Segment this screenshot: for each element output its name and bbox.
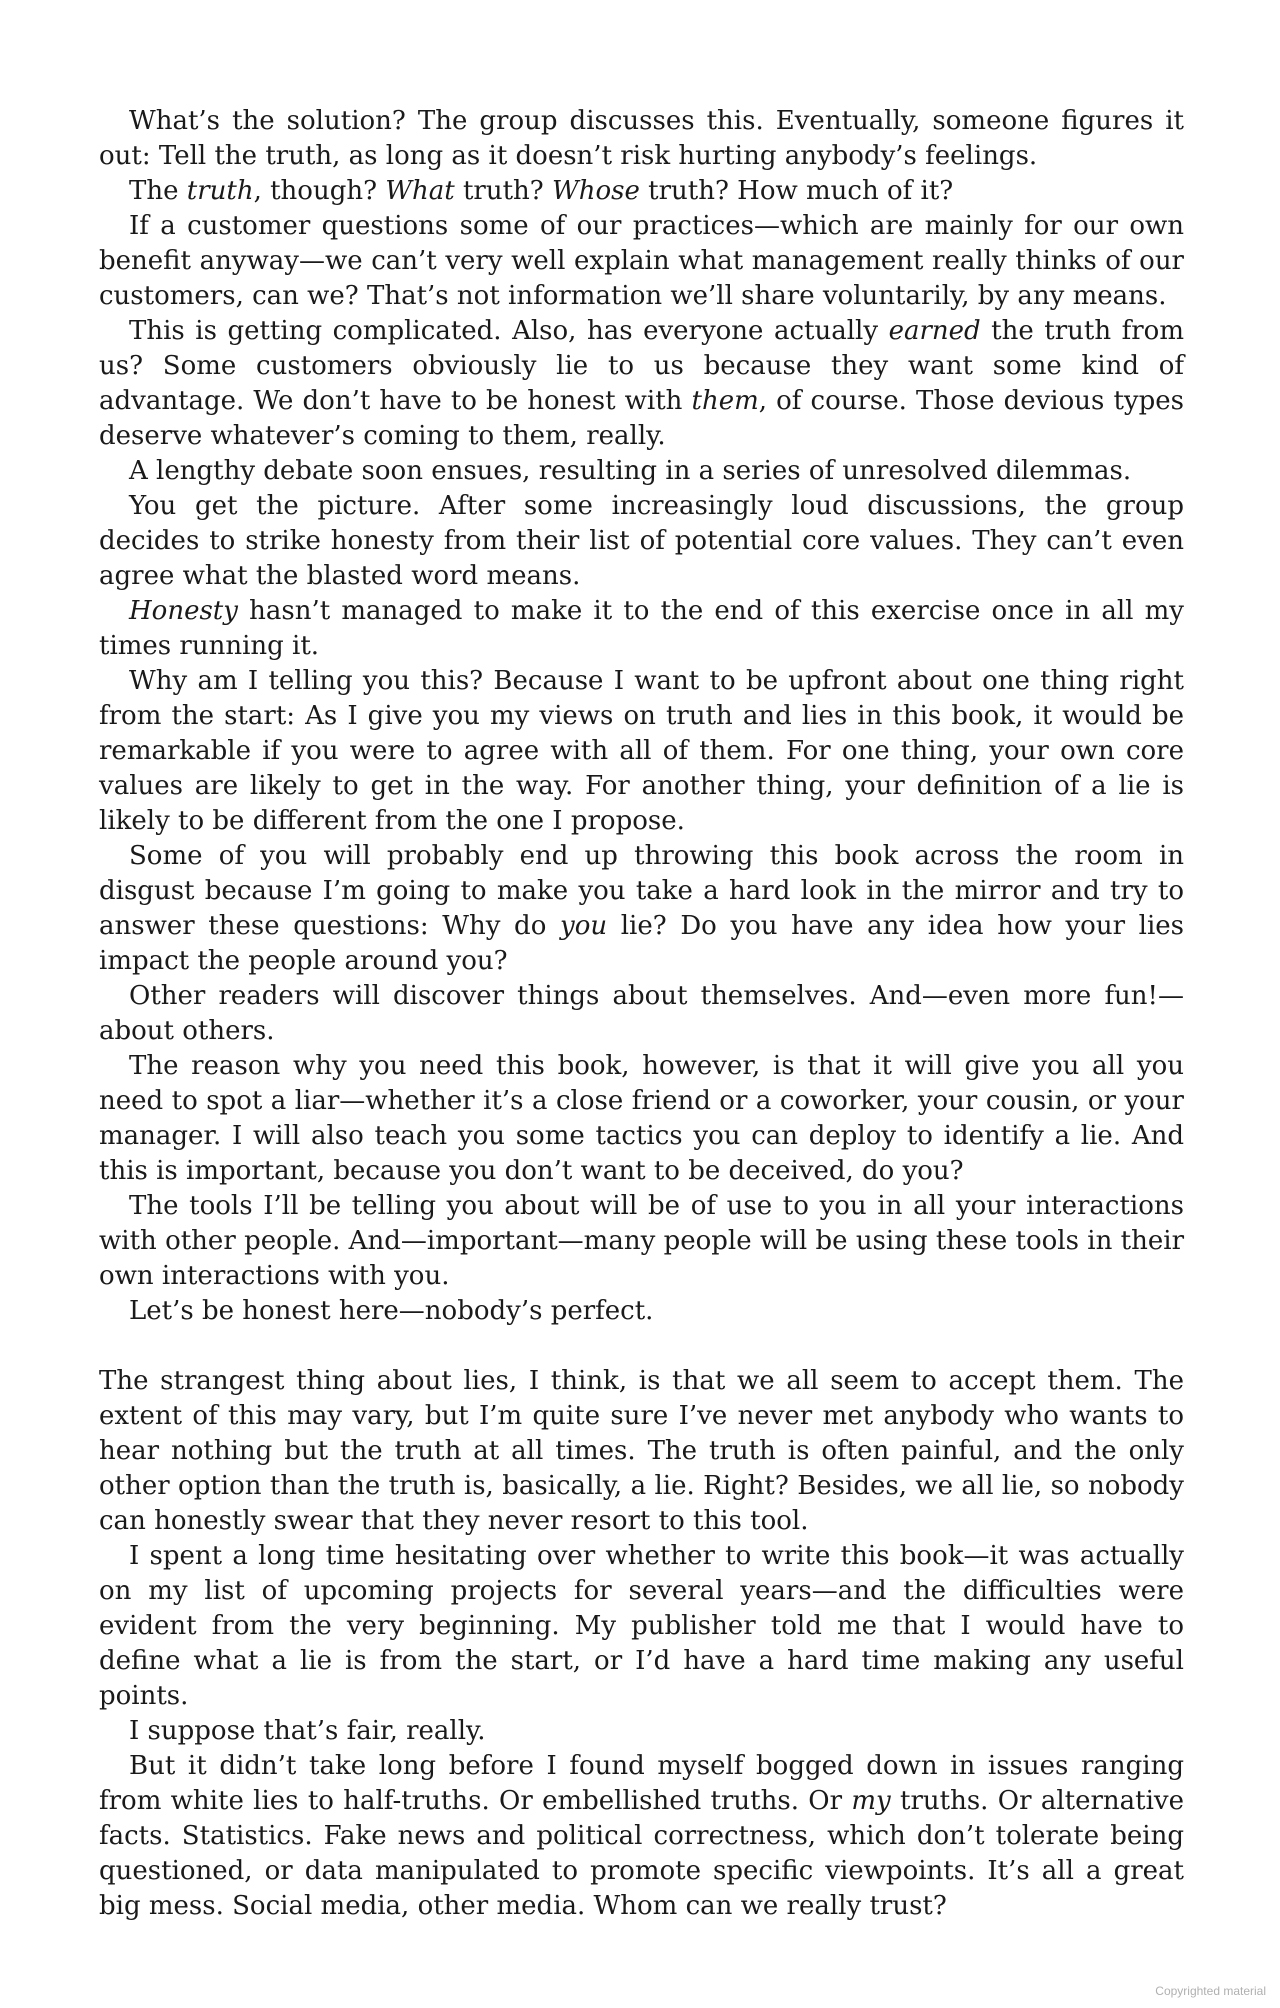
paragraph	[99, 209, 1184, 314]
text-run: truth? How much of it?	[639, 176, 954, 206]
text-run: The tools I’ll be telling you about will be of use to you in all your interactions with other people. And—important—many people will be using these tools in their own interactions with you.	[99, 1191, 1184, 1291]
text-run: You get the picture. After some increasingly loud discussions, the group decides to strike honesty from their list of potential core values. They can’t even agree what the blasted word means.	[99, 491, 1184, 591]
text-run: A lengthy debate soon ensues, resulting in a series of unresolved dilemmas.	[129, 456, 1132, 486]
italic-text: What	[385, 176, 455, 206]
paragraph	[99, 1714, 1184, 1749]
text-run: hasn’t managed to make it to the end of this exercise once in all my times running it.	[99, 596, 1184, 661]
text-run: The strangest thing about lies, I think, is that we all seem to accept them. The extent of this may vary, but I’m quite sure I’ve never met anybody who wants to hear nothing but the truth at all times. The truth is often painful, and the only other option than the truth is, basically, a lie. Right? Besides, we all lie, so nobody can honestly swear that they never resort to this tool.	[99, 1366, 1184, 1536]
text-run: But it didn’t take long before I found myself bogged down in issues ranging from white lies to half-truths. Or embellished truths. Or	[99, 1751, 1184, 1816]
section-break	[99, 1329, 1184, 1364]
paragraph	[99, 489, 1184, 594]
text-run: What’s the solution? The group discusses this. Eventually, someone figures it out: Tell the truth, as long as it doesn’t risk hurting anybody’s feelings.	[99, 106, 1184, 171]
italic-text: truth	[186, 176, 254, 206]
text-run: This is getting complicated. Also, has everyone actually	[129, 316, 889, 346]
text-run: , though?	[253, 176, 386, 206]
paragraph	[99, 664, 1184, 839]
italic-text: them	[691, 386, 759, 416]
paragraph	[99, 1294, 1184, 1329]
text-run: truths. Or alternative facts. Statistics. Fake news and political correctness, which don’t tolerate being questioned, or data manipulated to promote specific viewpoints. It’s all a great big mess. Social media, other media. Whom can we really trust?	[99, 1786, 1184, 1921]
text-run: lie? Do you have any idea how your lies impact the people around you?	[99, 911, 1184, 976]
paragraph	[99, 594, 1184, 664]
paragraph	[99, 979, 1184, 1049]
text-run: Some of you will probably end up throwing this book across the room in disgust because I’m going to make you take a hard look in the mirror and try to answer these questions: Why do	[99, 841, 1184, 941]
text-run: I spent a long time hesitating over whether to write this book—it was actually on my list of upcoming projects for several years—and the difficulties were evident from the very beginning. My publisher told me that I would have to define what a lie is from the start, or I’d have a hard time making any useful points.	[99, 1541, 1184, 1711]
text-run: The reason why you need this book, however, is that it will give you all you need to spot a liar—whether it’s a close friend or a coworker, your cousin, or your manager. I will also teach you some tactics you can deploy to identify a lie. And this is important, because you don’t want to be deceived, do you?	[99, 1051, 1184, 1186]
paragraph	[99, 1049, 1184, 1189]
book-page-body	[99, 104, 1184, 1924]
italic-text: you	[560, 911, 608, 941]
italic-text: earned	[888, 316, 981, 346]
paragraph	[99, 839, 1184, 979]
copyright-notice: Copyrighted material	[1155, 1984, 1266, 1998]
italic-text: Honesty	[129, 596, 238, 626]
text-run: the truth from us? Some customers obviously lie to us because they want some kind of advantage. We don’t have to be honest with	[99, 316, 1184, 416]
italic-text: Whose	[552, 176, 640, 206]
text-run: Why am I telling you this? Because I want to be upfront about one thing right from the start: As I give you my views on truth and lies in this book, it would be remarkable if you were to agree with all of them. For one thing, your own core values are likely to get in the way. For another thing, your definition of a lie is likely to be different from the one I propose.	[99, 666, 1184, 836]
text-run: I suppose that’s fair, really.	[129, 1716, 486, 1746]
italic-text: my	[851, 1786, 891, 1816]
paragraph	[99, 314, 1184, 454]
paragraph	[99, 1189, 1184, 1294]
paragraph	[99, 1364, 1184, 1539]
text-run: , of course. Those devious types deserve whatever’s coming to them, really.	[99, 386, 1184, 451]
text-run: Other readers will discover things about themselves. And—even more fun!—about others.	[99, 981, 1184, 1046]
paragraph	[99, 174, 1184, 209]
text-run: truth?	[454, 176, 553, 206]
paragraph	[99, 454, 1184, 489]
text-run: Let’s be honest here—nobody’s perfect.	[129, 1296, 654, 1326]
paragraph	[99, 1539, 1184, 1714]
paragraph	[99, 1749, 1184, 1924]
text-run: The	[129, 176, 187, 206]
paragraph	[99, 104, 1184, 174]
text-run: If a customer questions some of our practices—which are mainly for our own benefit anyway—we can’t very well explain what management really thinks of our customers, can we? That’s not information we’ll share voluntarily, by any means.	[99, 211, 1184, 311]
